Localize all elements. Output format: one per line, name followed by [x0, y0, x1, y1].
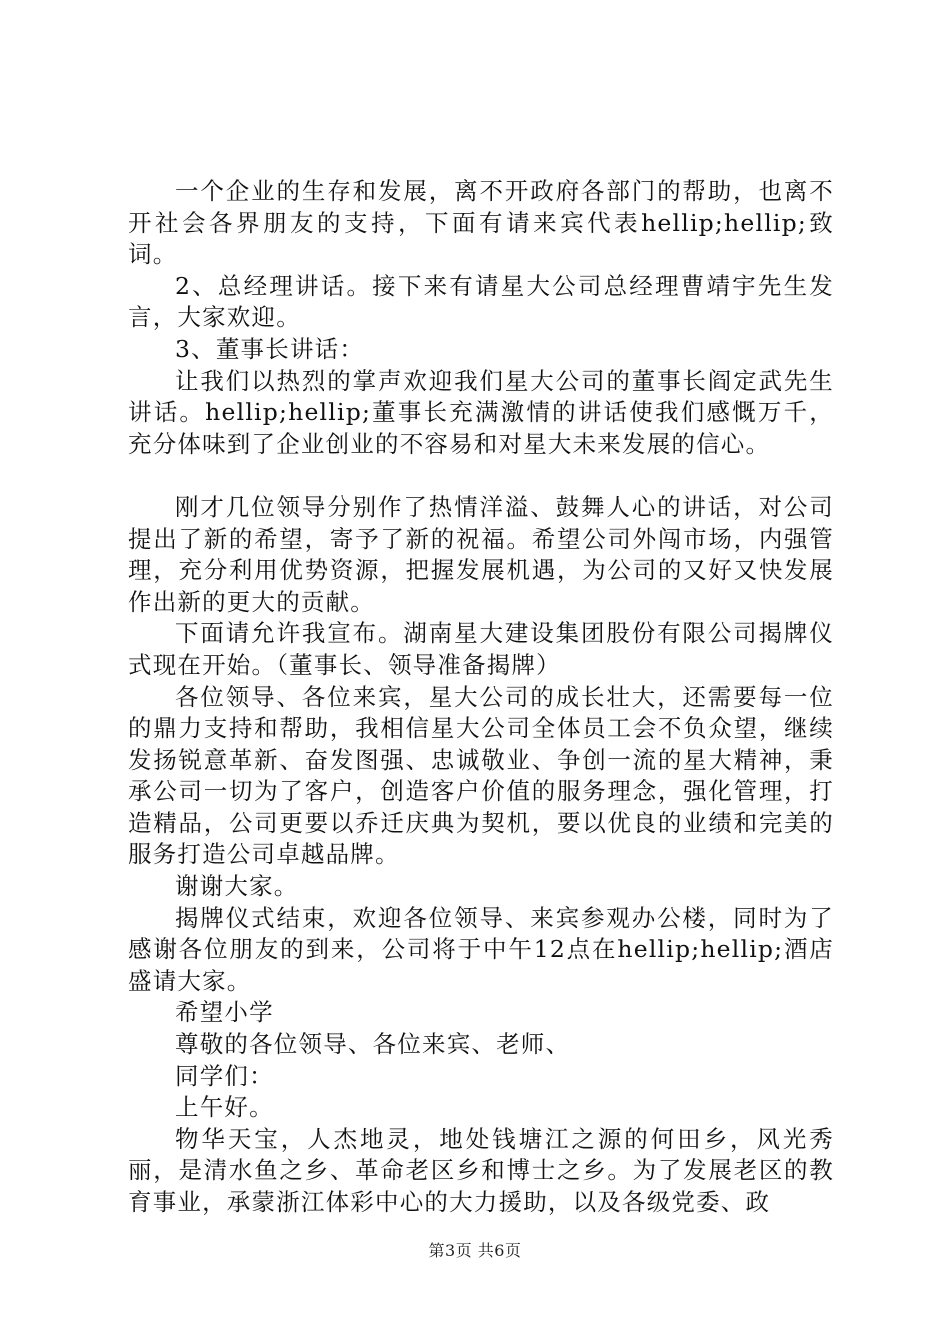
paragraph: 尊敬的各位领导、各位来宾、老师、	[175, 1030, 571, 1059]
page-number-label: 第3页 共6页	[428, 1241, 522, 1260]
paragraph: 刚才几位领导分别作了热情洋溢、鼓舞人心的讲话，对公司提出了新的希望，寄予了新的祝福。希望公司外闯市场，内强管理，充分利用优势资源，把握发展机遇，为公司的又好又快发展作出新的更大的贡献。	[128, 492, 834, 616]
paragraph: 2、总经理讲话。接下来有请星大公司总经理曹靖宇先生发言，大家欢迎。	[128, 271, 834, 332]
paragraph: 让我们以热烈的掌声欢迎我们星大公司的董事长阎定武先生讲话。hellip;hellip;董事长充满激情的讲话使我们感慨万千，充分体味到了企业创业的不容易和对星大未来发展的信心。	[128, 366, 834, 458]
paragraph: 希望小学	[175, 998, 274, 1027]
paragraph: 同学们：	[175, 1061, 274, 1090]
page-footer	[0, 1241, 950, 1261]
paragraph-spacer	[128, 460, 834, 492]
paragraph: 上午好。	[175, 1093, 274, 1122]
paragraph: 下面请允许我宣布。湖南星大建设集团股份有限公司揭牌仪式现在开始。（董事长、领导准备揭牌）	[128, 619, 834, 679]
paragraph: 揭牌仪式结束，欢迎各位领导、来宾参观办公楼，同时为了感谢各位朋友的到来，公司将于中午12点在hellip;hellip;酒店盛请大家。	[128, 903, 834, 995]
paragraph: 一个企业的生存和发展，离不开政府各部门的帮助，也离不开社会各界朋友的支持，下面有请来宾代表hellip;hellip;致词。	[128, 177, 834, 269]
paragraph: 3、董事长讲话：	[175, 334, 365, 363]
paragraph: 谢谢大家。	[175, 872, 299, 901]
paragraph: 物华天宝，人杰地灵，地处钱塘江之源的何田乡，风光秀丽，是清水鱼之乡、革命老区乡和博士之乡。为了发展老区的教育事业，承蒙浙江体彩中心的大力援助，以及各级党委、政	[128, 1124, 834, 1216]
document-body	[128, 176, 834, 1219]
paragraph: 各位领导、各位来宾，星大公司的成长壮大，还需要每一位的鼎力支持和帮助，我相信星大公司全体员工会不负众望，继续发扬锐意革新、奋发图强、忠诚敬业、争创一流的星大精神，秉承公司一切为了客户，创造客户价值的服务理念，强化管理，打造精品，公司更要以乔迁庆典为契机，要以优良的业绩和完美的服务打造公司卓越品牌。	[128, 682, 834, 869]
